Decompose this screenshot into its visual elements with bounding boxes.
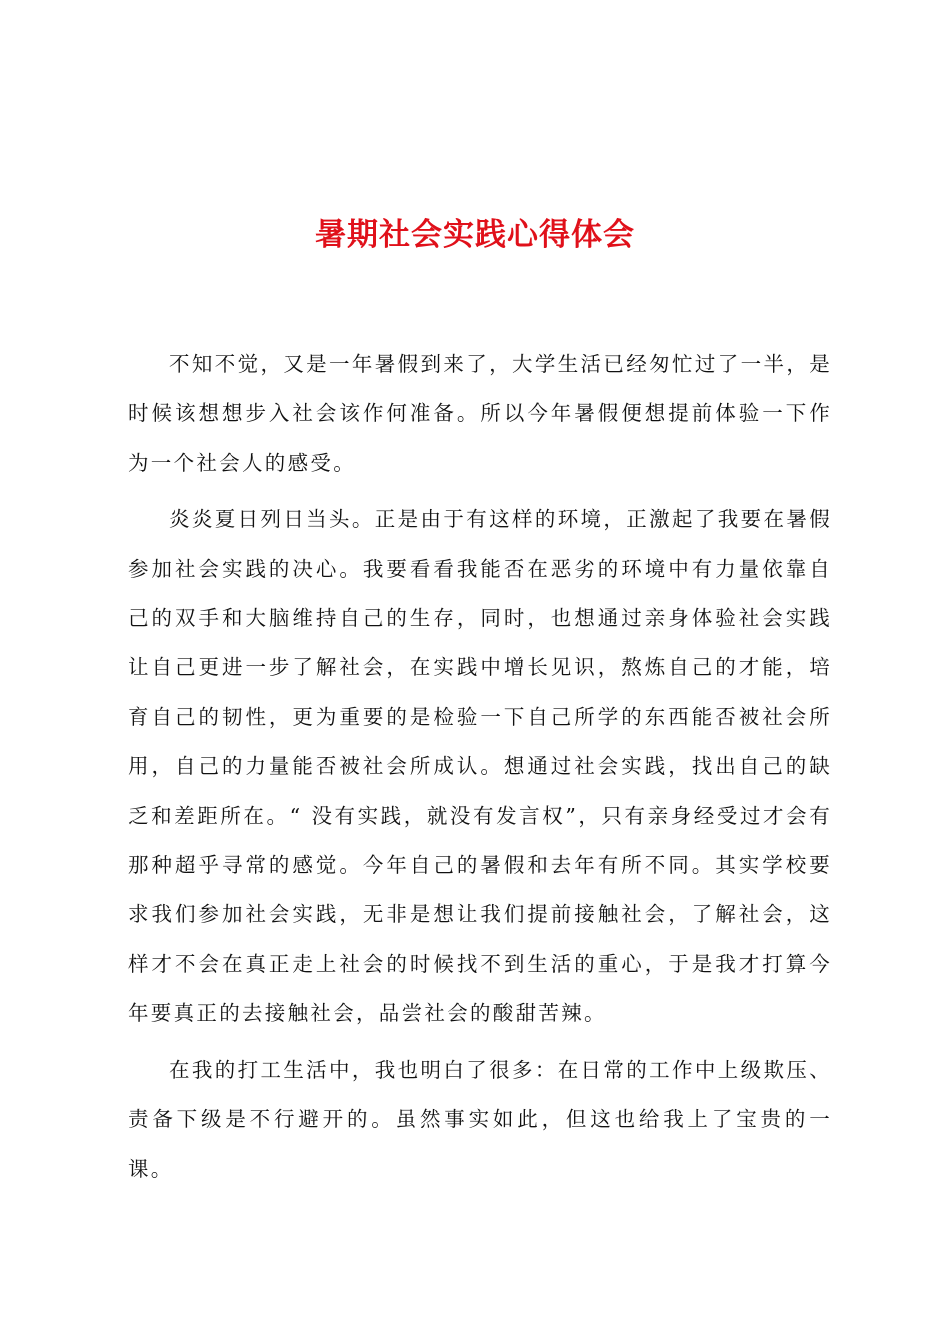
paragraph-2: 炎炎夏日列日当头。正是由于有这样的环境，正激起了我要在暑假参加社会实践的决心。我要看看我能否在恶劣的环境中有力量依靠自己的双手和大脑维持自己的生存，同时，也想通过亲身体验社会实践让自己更进一步了解社会，在实践中增长见识，熬炼自己的才能，培育自己的韧性，更为重要的是检验一下自己所学的东西能否被社会所用，自己的力量能否被社会所成认。想通过社会实践，找出自己的缺乏和差距所在。“ 没有实践，就没有发言权”，只有亲身经受过才会有那种超乎寻常的感觉。今年自己的暑假和去年有所不同。其实学校要求我们参加社会实践，无非是想让我们提前接触社会，了解社会，这样才不会在真正走上社会的时候找不到生活的重心，于是我才打算今年要真正的去接触社会，品尝社会的酸甜苦辣。 [128,507,832,1026]
document-body [128,340,832,1201]
document-title: 暑期社会实践心得体会 [315,217,635,253]
paragraph-1: 不知不觉，又是一年暑假到来了，大学生活已经匆忙过了一半，是时候该想想步入社会该作何准备。所以今年暑假便想提前体验一下作为一个社会人的感受。 [128,352,832,475]
paragraph-3: 在我的打工生活中，我也明白了很多：在日常的工作中上级欺压、责备下级是不行避开的。虽然事实如此，但这也给我上了宝贵的一课。 [128,1057,832,1181]
